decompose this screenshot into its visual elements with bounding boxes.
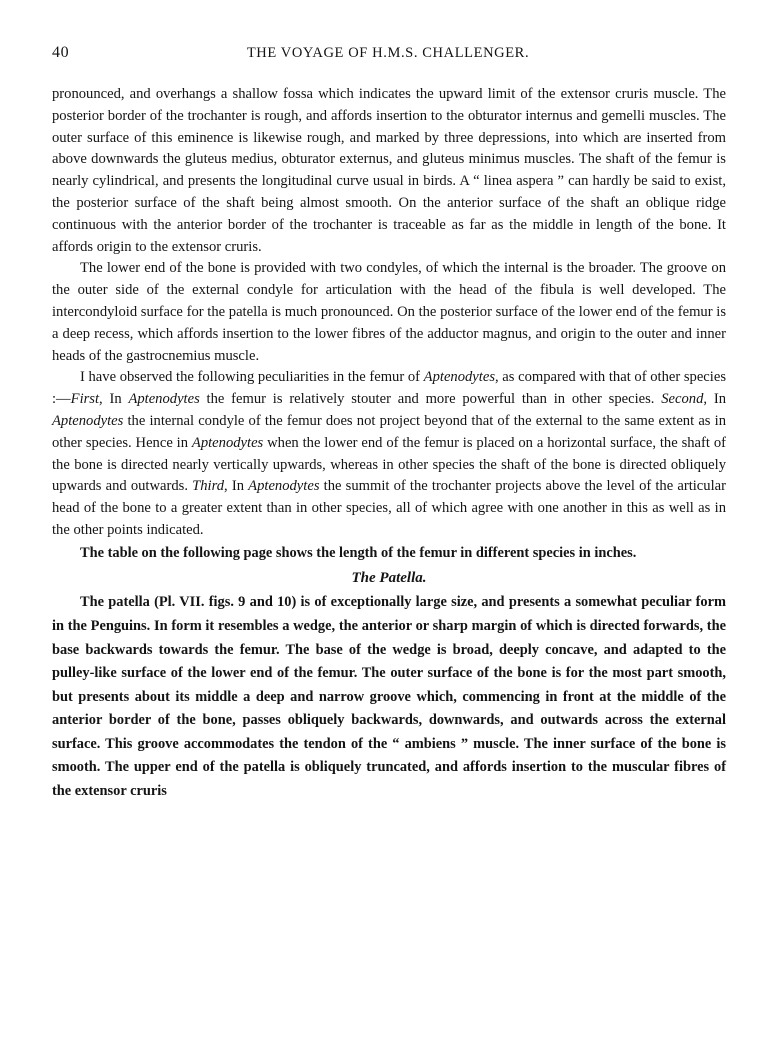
section-heading-patella: The Patella. <box>351 570 427 587</box>
running-title: THE VOYAGE OF H.M.S. CHALLENGER. <box>246 45 530 61</box>
text-run: when the lower end of the femur is placed on a horizontal surface, the shaft of the bone is directed nearly vertically upwards, whereas in other species the shaft of the bone is directed obliquely upwards and outwards. <box>52 434 726 495</box>
text-run: I have observed the following peculiarities in the femur of <box>80 369 424 386</box>
paragraph-table-note: The table on the following page shows the length of the femur in different species in inches. <box>80 544 637 561</box>
genus-name: Aptenodytes <box>191 434 264 451</box>
paragraph-peculiarities <box>52 367 726 541</box>
text-run: the femur is relatively stouter and more powerful than in other species. <box>199 391 662 408</box>
text-run: the internal condyle of the femur does not project beyond that of the external to the same extent as in other species. Hence in <box>52 412 726 451</box>
text-run: , In <box>224 478 249 495</box>
text-run: the summit of the trochanter projects above the level of the articular head of the bone to a greater extent than in other species, all of which agree with one another in this as well as in the other points indicated. <box>52 478 726 538</box>
genus-name: Aptenodytes <box>128 391 200 408</box>
ordinal-third: Third <box>192 478 225 495</box>
genus-name: Aptenodytes <box>52 412 124 429</box>
paragraph-femur-shaft: pronounced, and overhangs a shallow fossa which indicates the upward limit of the extensor cruris muscle. The posterior border of the trochanter is rough, and affords insertion to the obturator internus and gemelli muscles. The outer surface of this eminence is likewise rough, and marked by three depressions, into which are inserted from above downwards the gluteus medius, obturator externus, and gluteus minimus muscles. The shaft of the femur is nearly cylindrical, and presents the longitudinal curve usual in birds. A “ linea aspera ” can hardly be said to exist, the posterior surface of the shaft being almost smooth. On the anterior surface of the shaft an oblique ridge continuous with the anterior border of the trochanter is traceable as far as the middle in length of the bone. It affords origin to the extensor cruris. <box>52 86 726 255</box>
running-head <box>52 44 724 68</box>
ordinal-first: First <box>70 391 100 408</box>
paragraph-patella: The patella (Pl. VII. figs. 9 and 10) is of exceptionally large size, and presents a somewhat peculiar form in the Penguins. In form it resembles a wedge, the anterior or sharp margin of which is directed forwards, the base backwards towards the femur. The base of the wedge is broad, deeply concave, and adapted to the pulley-like surface of the lower end of the femur. The outer surface of the bone is for the most part smooth, but presents about its middle a deep and narrow groove which, commencing in front at the middle of the anterior border of the bone, passes obliquely backwards, downwards, and outwards across the external surface. This groove accommodates the tendon of the “ ambiens ” muscle. The inner surface of the bone is smooth. The upper end of the patella is obliquely truncated, and affords insertion to the muscular fibres of the extensor cruris <box>52 594 726 800</box>
text-run: , as compared with that of other species :— <box>52 369 726 408</box>
body-text <box>52 84 726 804</box>
text-run: , In <box>703 391 726 408</box>
genus-name: Aptenodytes <box>423 369 495 386</box>
paragraph-lower-end: The lower end of the bone is provided with two condyles, of which the internal is the broader. The groove on the outer side of the external condyle for articulation with the head of the fibula is well developed. The intercondyloid surface for the patella is much pronounced. On the posterior surface of the lower end of the femur is a deep recess, which affords insertion to the lower fibres of the adductor magnus, and origin to the outer and inner heads of the gastrocnemius muscle. <box>52 260 726 364</box>
genus-name: Aptenodytes <box>248 478 320 495</box>
ordinal-second: Second <box>661 391 704 408</box>
page-number: 40 <box>52 44 70 61</box>
text-run: , In <box>99 391 129 408</box>
